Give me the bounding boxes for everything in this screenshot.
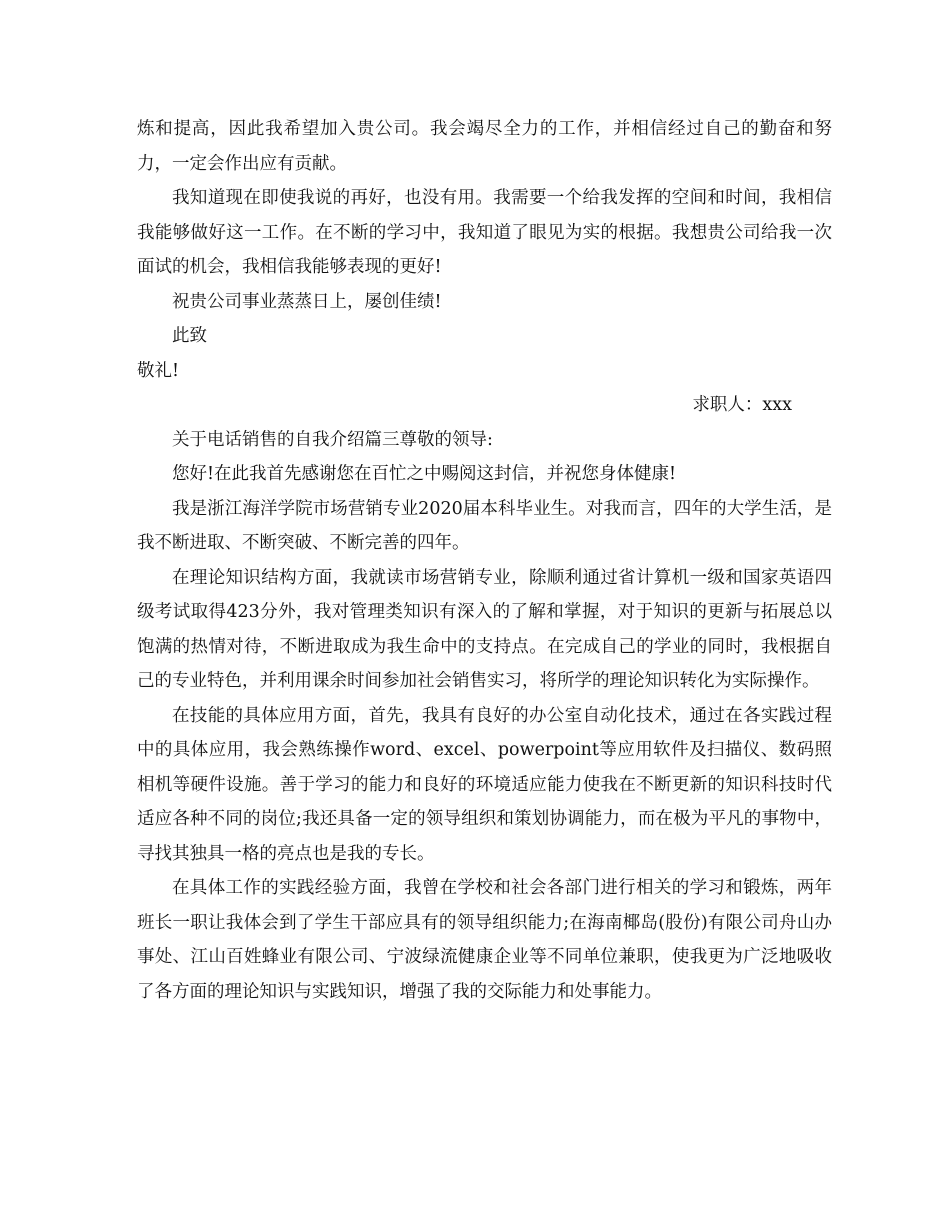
signature-line: 求职人：xxx [692,395,792,415]
paragraph-theory: 在理论知识结构方面，我就读市场营销专业，除顺利通过省计算机一级和国家英语四级考试取得423分外，我对管理类知识有深入的了解和掌握，对于知识的更新与拓展总以饱满的热情对待，不断进取成为我生命中的支持点。在完成自己的学业的同时，我根据自己的专业特色，并利用课余时间参加社会销售实习，将所学的理论知识转化为实际操作。 [137,567,832,691]
paragraph-continuation: 炼和提高，因此我希望加入贵公司。我会竭尽全力的工作，并相信经过自己的勤奋和努力，一定会作出应有贡献。 [137,119,832,174]
paragraph-experience: 在具体工作的实践经验方面，我曾在学校和社会各部门进行相关的学习和锻炼，两年班长一职让我体会到了学生干部应具有的领导组织能力;在海南椰岛(股份)有限公司舟山办事处、江山百姓蜂业有限公司、宁波绿流健康企业等不同单位兼职，使我更为广泛地吸收了各方面的理论知识与实践知识，增强了我的交际能力和处事能力。 [137,878,832,1002]
letter-body [137,112,832,1009]
closing-salutation: 此致 [172,326,207,346]
paragraph-greeting: 您好!在此我首先感谢您在百忙之中赐阅这封信，并祝您身体健康! [172,464,677,484]
paragraph-skills: 在技能的具体应用方面，首先，我具有良好的办公室自动化技术，通过在各实践过程中的具体应用，我会熟练操作word、excel、powerpoint等应用软件及扫描仪、数码照相机等硬件设施。善于学习的能力和良好的环境适应能力使我在不断更新的知识科技时代适应各种不同的岗位;我还具备一定的领导组织和策划协调能力，而在极为平凡的事物中，寻找其独具一格的亮点也是我的专长。 [137,705,832,864]
paragraph-self-statement: 我知道现在即使我说的再好，也没有用。我需要一个给我发挥的空间和时间，我相信我能够做好这一工作。在不断的学习中，我知道了眼见为实的根据。我想贵公司给我一次面试的机会，我相信我能够表现的更好! [137,188,832,277]
paragraph-wishes: 祝贵公司事业蒸蒸日上，屡创佳绩! [172,291,442,312]
closing-regards: 敬礼! [137,360,180,381]
paragraph-introduction: 我是浙江海洋学院市场营销专业2020届本科毕业生。对我而言，四年的大学生活，是我不断进取、不断突破、不断完善的四年。 [137,498,832,553]
section-heading: 关于电话销售的自我介绍篇三尊敬的领导: [172,429,493,450]
